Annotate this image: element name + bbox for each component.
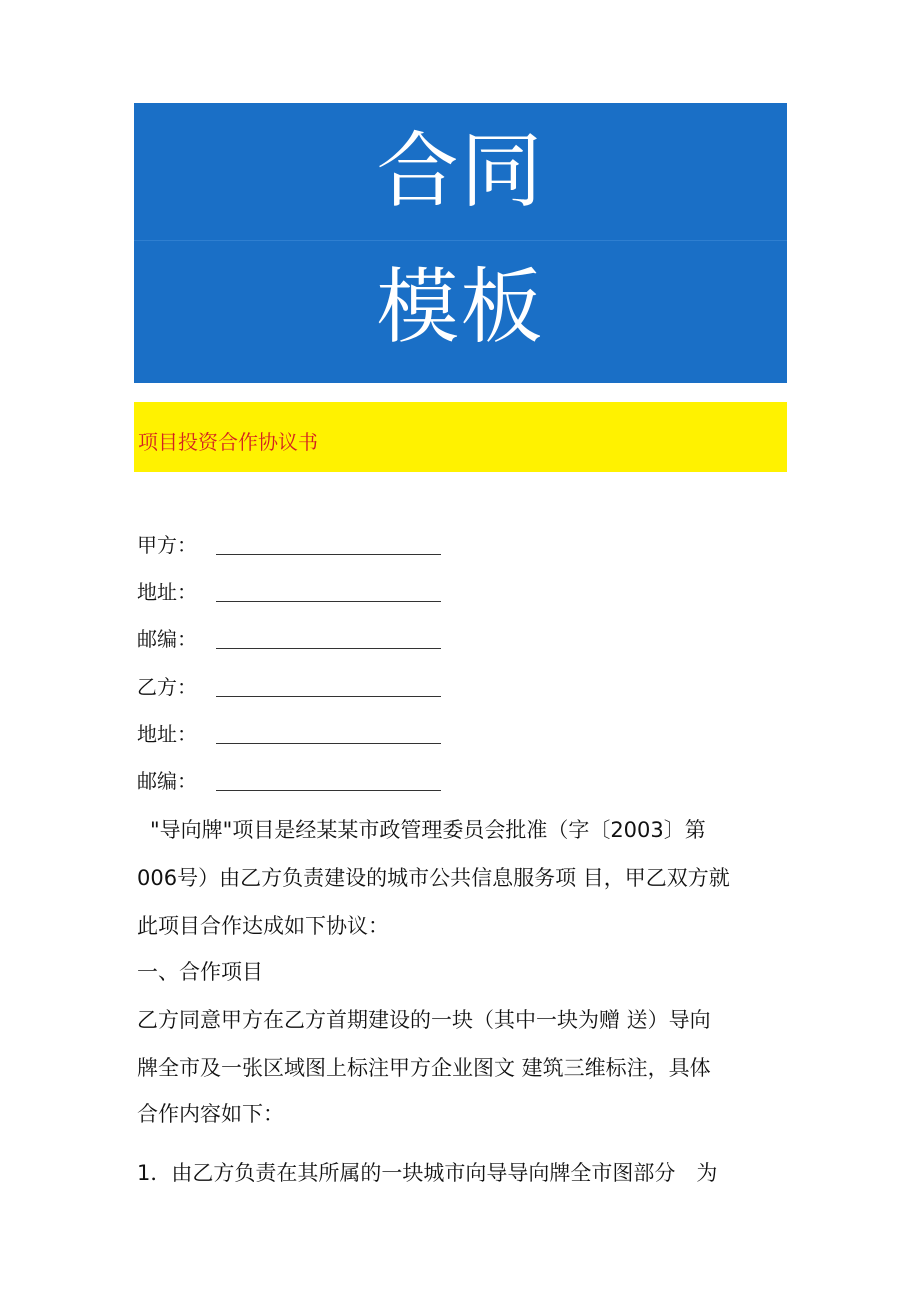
paragraph-2-line-3: 合作内容如下： xyxy=(137,1102,284,1126)
party-a-postcode-field xyxy=(137,629,197,649)
paragraph-1-line-2: 006号）由乙方负责建设的城市公共信息服务项 目，甲乙双方就 xyxy=(137,866,730,890)
party-a-postcode-label: 邮编： xyxy=(137,627,197,651)
party-a-address-label: 地址： xyxy=(137,580,197,604)
document-subtitle: 项目投资合作协议书 xyxy=(138,430,318,454)
party-b-postcode-blank[interactable] xyxy=(216,790,441,791)
banner-divider xyxy=(134,240,787,241)
subtitle-bar xyxy=(134,402,787,472)
banner-title-line-1: 合同 xyxy=(376,124,545,219)
paragraph-1-line-1: "导向牌"项目是经某某市政管理委员会批准（字〔2003〕第 xyxy=(150,818,706,842)
party-a-blank[interactable] xyxy=(216,554,441,555)
party-b-address-label: 地址： xyxy=(137,722,197,746)
party-a-address-blank[interactable] xyxy=(216,601,441,602)
paragraph-2-line-2: 牌全市及一张区域图上标注甲方企业图文 建筑三维标注，具体 xyxy=(137,1056,711,1080)
party-b-postcode-field xyxy=(137,771,197,791)
party-a-postcode-blank[interactable] xyxy=(216,648,441,649)
party-b-postcode-label: 邮编： xyxy=(137,769,197,793)
party-a-field xyxy=(137,535,197,555)
party-b-address-field xyxy=(137,724,197,744)
party-a-label: 甲方： xyxy=(137,533,197,557)
section-heading-1: 一、合作项目 xyxy=(137,960,263,984)
party-b-label: 乙方： xyxy=(137,675,197,699)
party-a-address-field xyxy=(137,582,197,602)
party-b-blank[interactable] xyxy=(216,696,441,697)
banner-title-line-2: 模板 xyxy=(376,260,545,355)
list-item-1: 1．由乙方负责在其所属的一块城市向导导向牌全市图部分 为 xyxy=(137,1161,718,1185)
paragraph-1-line-3: 此项目合作达成如下协议： xyxy=(137,914,389,938)
title-banner xyxy=(134,103,787,383)
party-b-field xyxy=(137,677,197,697)
paragraph-2-line-1: 乙方同意甲方在乙方首期建设的一块（其中一块为赠 送）导向 xyxy=(137,1008,711,1032)
party-b-address-blank[interactable] xyxy=(216,743,441,744)
